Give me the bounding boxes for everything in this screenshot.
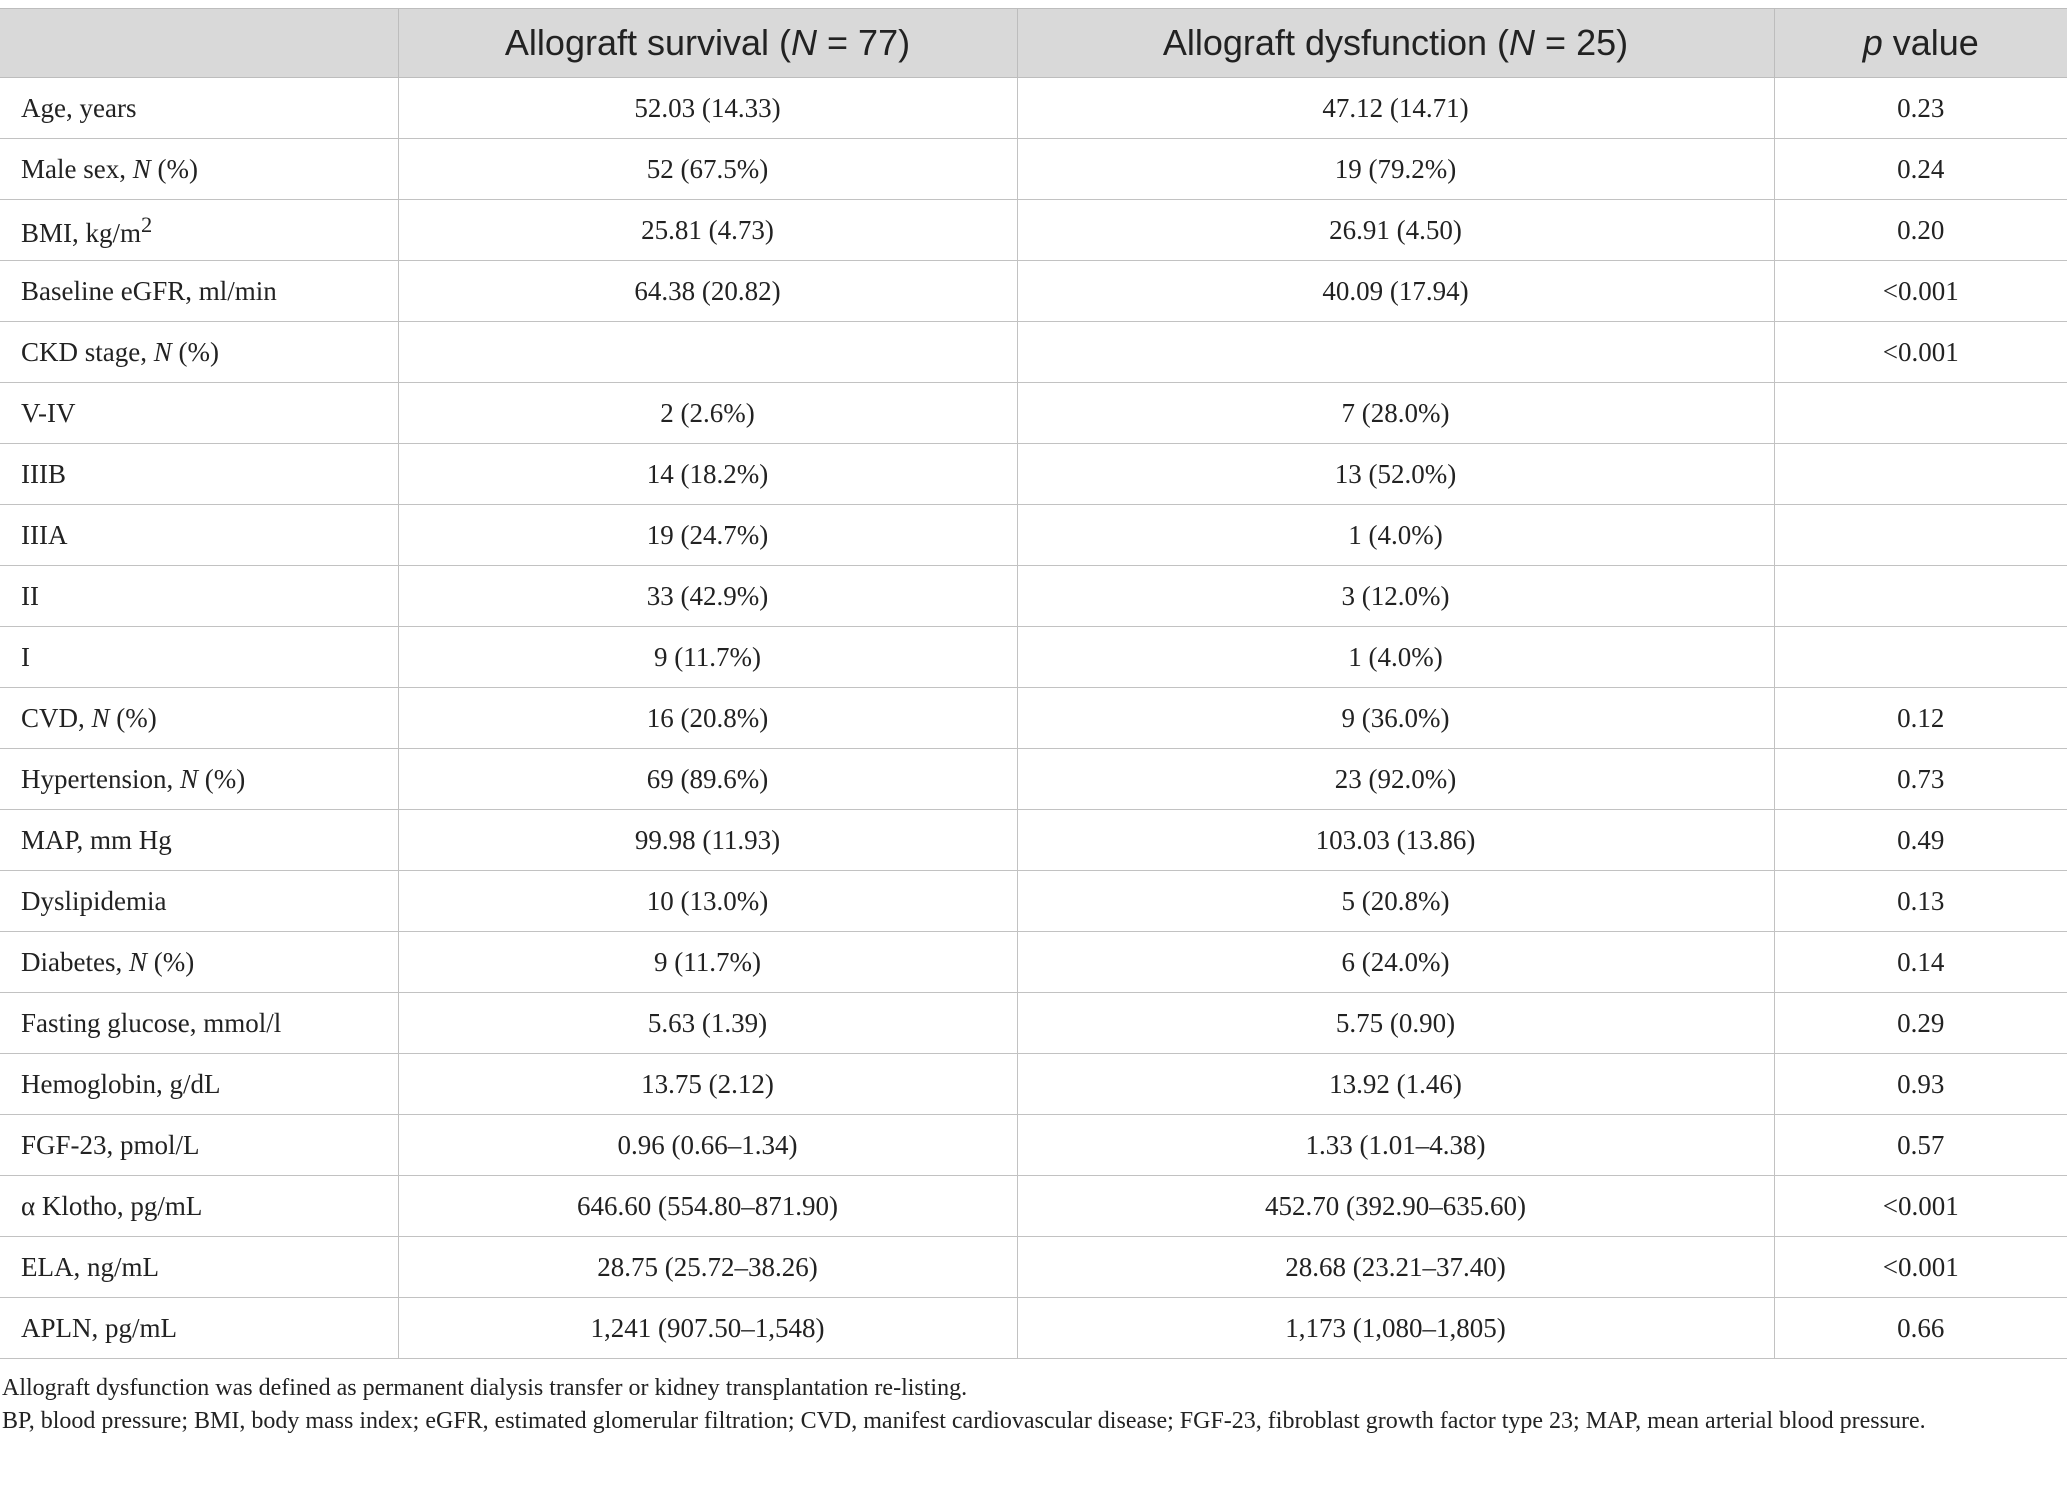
row-label: I xyxy=(0,627,398,688)
row-label: Fasting glucose, mmol/l xyxy=(0,993,398,1054)
cell-survival: 9 (11.7%) xyxy=(398,627,1017,688)
cell-survival: 13.75 (2.12) xyxy=(398,1054,1017,1115)
table-row xyxy=(0,139,2067,200)
table-row xyxy=(0,78,2067,139)
cell-p-value: 0.73 xyxy=(1774,749,2067,810)
cell-dysfunction: 1 (4.0%) xyxy=(1017,505,1774,566)
cell-p-value: 0.49 xyxy=(1774,810,2067,871)
cell-survival: 0.96 (0.66–1.34) xyxy=(398,1115,1017,1176)
table-row xyxy=(0,749,2067,810)
table-row xyxy=(0,688,2067,749)
cell-survival: 28.75 (25.72–38.26) xyxy=(398,1237,1017,1298)
row-label: IIIA xyxy=(0,505,398,566)
cell-dysfunction: 6 (24.0%) xyxy=(1017,932,1774,993)
row-label: V-IV xyxy=(0,383,398,444)
row-label: MAP, mm Hg xyxy=(0,810,398,871)
cell-dysfunction: 5 (20.8%) xyxy=(1017,871,1774,932)
row-label: Diabetes, N (%) xyxy=(0,932,398,993)
row-label: APLN, pg/mL xyxy=(0,1298,398,1359)
cell-survival: 33 (42.9%) xyxy=(398,566,1017,627)
cell-p-value xyxy=(1774,566,2067,627)
cell-survival: 16 (20.8%) xyxy=(398,688,1017,749)
cell-p-value xyxy=(1774,627,2067,688)
table-container xyxy=(0,8,2067,1359)
cell-p-value: <0.001 xyxy=(1774,1176,2067,1237)
cell-p-value: <0.001 xyxy=(1774,261,2067,322)
cell-dysfunction: 28.68 (23.21–37.40) xyxy=(1017,1237,1774,1298)
row-label: CKD stage, N (%) xyxy=(0,322,398,383)
row-label: Hemoglobin, g/dL xyxy=(0,1054,398,1115)
header-row xyxy=(0,9,2067,78)
table-row xyxy=(0,1298,2067,1359)
cell-p-value: 0.24 xyxy=(1774,139,2067,200)
cell-survival: 2 (2.6%) xyxy=(398,383,1017,444)
table-row xyxy=(0,383,2067,444)
footnote-definition: Allograft dysfunction was defined as permanent dialysis transfer or kidney transplantation re-listing. xyxy=(2,1375,968,1401)
cell-p-value: 0.13 xyxy=(1774,871,2067,932)
table-row xyxy=(0,1176,2067,1237)
cell-p-value: 0.57 xyxy=(1774,1115,2067,1176)
cell-p-value: <0.001 xyxy=(1774,1237,2067,1298)
table-row xyxy=(0,810,2067,871)
cell-p-value: <0.001 xyxy=(1774,322,2067,383)
cell-dysfunction: 7 (28.0%) xyxy=(1017,383,1774,444)
table-row xyxy=(0,627,2067,688)
cell-dysfunction xyxy=(1017,322,1774,383)
table-row xyxy=(0,932,2067,993)
table-row xyxy=(0,1054,2067,1115)
table-row xyxy=(0,1115,2067,1176)
row-label: Male sex, N (%) xyxy=(0,139,398,200)
header-allograft-dysfunction: Allograft dysfunction (N = 25) xyxy=(1017,9,1774,78)
cell-survival: 646.60 (554.80–871.90) xyxy=(398,1176,1017,1237)
row-label: II xyxy=(0,566,398,627)
cell-p-value xyxy=(1774,444,2067,505)
cell-p-value xyxy=(1774,383,2067,444)
row-label: Dyslipidemia xyxy=(0,871,398,932)
header-blank xyxy=(0,9,398,78)
row-label: Baseline eGFR, ml/min xyxy=(0,261,398,322)
cell-p-value: 0.93 xyxy=(1774,1054,2067,1115)
cell-dysfunction: 13.92 (1.46) xyxy=(1017,1054,1774,1115)
cell-dysfunction: 47.12 (14.71) xyxy=(1017,78,1774,139)
row-label: BMI, $kg/m^2$ xyxy=(0,200,398,261)
cell-p-value xyxy=(1774,505,2067,566)
cell-p-value: 0.20 xyxy=(1774,200,2067,261)
table-row xyxy=(0,993,2067,1054)
footnote-abbreviations: BP, blood pressure; BMI, body mass index; eGFR, estimated glomerular filtration; CVD, manifest cardiovascular disease; FGF-23, fibroblast growth factor type 23; MAP, mean arterial blood pressure. xyxy=(2,1408,1926,1434)
cell-survival: 1,241 (907.50–1,548) xyxy=(398,1298,1017,1359)
cell-p-value: 0.29 xyxy=(1774,993,2067,1054)
table-row xyxy=(0,505,2067,566)
data-table xyxy=(0,8,2067,1359)
table-footnotes xyxy=(2,1372,2057,1438)
table-row xyxy=(0,871,2067,932)
cell-dysfunction: 5.75 (0.90) xyxy=(1017,993,1774,1054)
cell-survival: 99.98 (11.93) xyxy=(398,810,1017,871)
cell-survival: 10 (13.0%) xyxy=(398,871,1017,932)
table-row xyxy=(0,200,2067,261)
cell-dysfunction: 19 (79.2%) xyxy=(1017,139,1774,200)
cell-survival xyxy=(398,322,1017,383)
cell-survival: 52.03 (14.33) xyxy=(398,78,1017,139)
table-row xyxy=(0,444,2067,505)
row-label: ELA, ng/mL xyxy=(0,1237,398,1298)
cell-survival: 52 (67.5%) xyxy=(398,139,1017,200)
cell-survival: 64.38 (20.82) xyxy=(398,261,1017,322)
cell-dysfunction: 9 (36.0%) xyxy=(1017,688,1774,749)
row-label: IIIB xyxy=(0,444,398,505)
row-label: FGF-23, pmol/L xyxy=(0,1115,398,1176)
cell-dysfunction: 23 (92.0%) xyxy=(1017,749,1774,810)
cell-dysfunction: 1,173 (1,080–1,805) xyxy=(1017,1298,1774,1359)
cell-dysfunction: 13 (52.0%) xyxy=(1017,444,1774,505)
cell-p-value: 0.14 xyxy=(1774,932,2067,993)
cell-dysfunction: 26.91 (4.50) xyxy=(1017,200,1774,261)
row-label: Age, years xyxy=(0,78,398,139)
table-row xyxy=(0,322,2067,383)
cell-dysfunction: 1 (4.0%) xyxy=(1017,627,1774,688)
table-row xyxy=(0,1237,2067,1298)
cell-dysfunction: 40.09 (17.94) xyxy=(1017,261,1774,322)
cell-p-value: 0.12 xyxy=(1774,688,2067,749)
header-p-value: p value xyxy=(1774,9,2067,78)
table-row xyxy=(0,566,2067,627)
cell-survival: 25.81 (4.73) xyxy=(398,200,1017,261)
cell-dysfunction: 3 (12.0%) xyxy=(1017,566,1774,627)
cell-survival: 19 (24.7%) xyxy=(398,505,1017,566)
cell-dysfunction: 452.70 (392.90–635.60) xyxy=(1017,1176,1774,1237)
cell-dysfunction: 1.33 (1.01–4.38) xyxy=(1017,1115,1774,1176)
table-row xyxy=(0,261,2067,322)
cell-survival: 69 (89.6%) xyxy=(398,749,1017,810)
header-allograft-survival: Allograft survival (N = 77) xyxy=(398,9,1017,78)
cell-dysfunction: 103.03 (13.86) xyxy=(1017,810,1774,871)
cell-survival: 14 (18.2%) xyxy=(398,444,1017,505)
row-label: α Klotho, pg/mL xyxy=(0,1176,398,1237)
row-label: CVD, N (%) xyxy=(0,688,398,749)
row-label: Hypertension, N (%) xyxy=(0,749,398,810)
cell-p-value: 0.66 xyxy=(1774,1298,2067,1359)
cell-p-value: 0.23 xyxy=(1774,78,2067,139)
cell-survival: 9 (11.7%) xyxy=(398,932,1017,993)
cell-survival: 5.63 (1.39) xyxy=(398,993,1017,1054)
